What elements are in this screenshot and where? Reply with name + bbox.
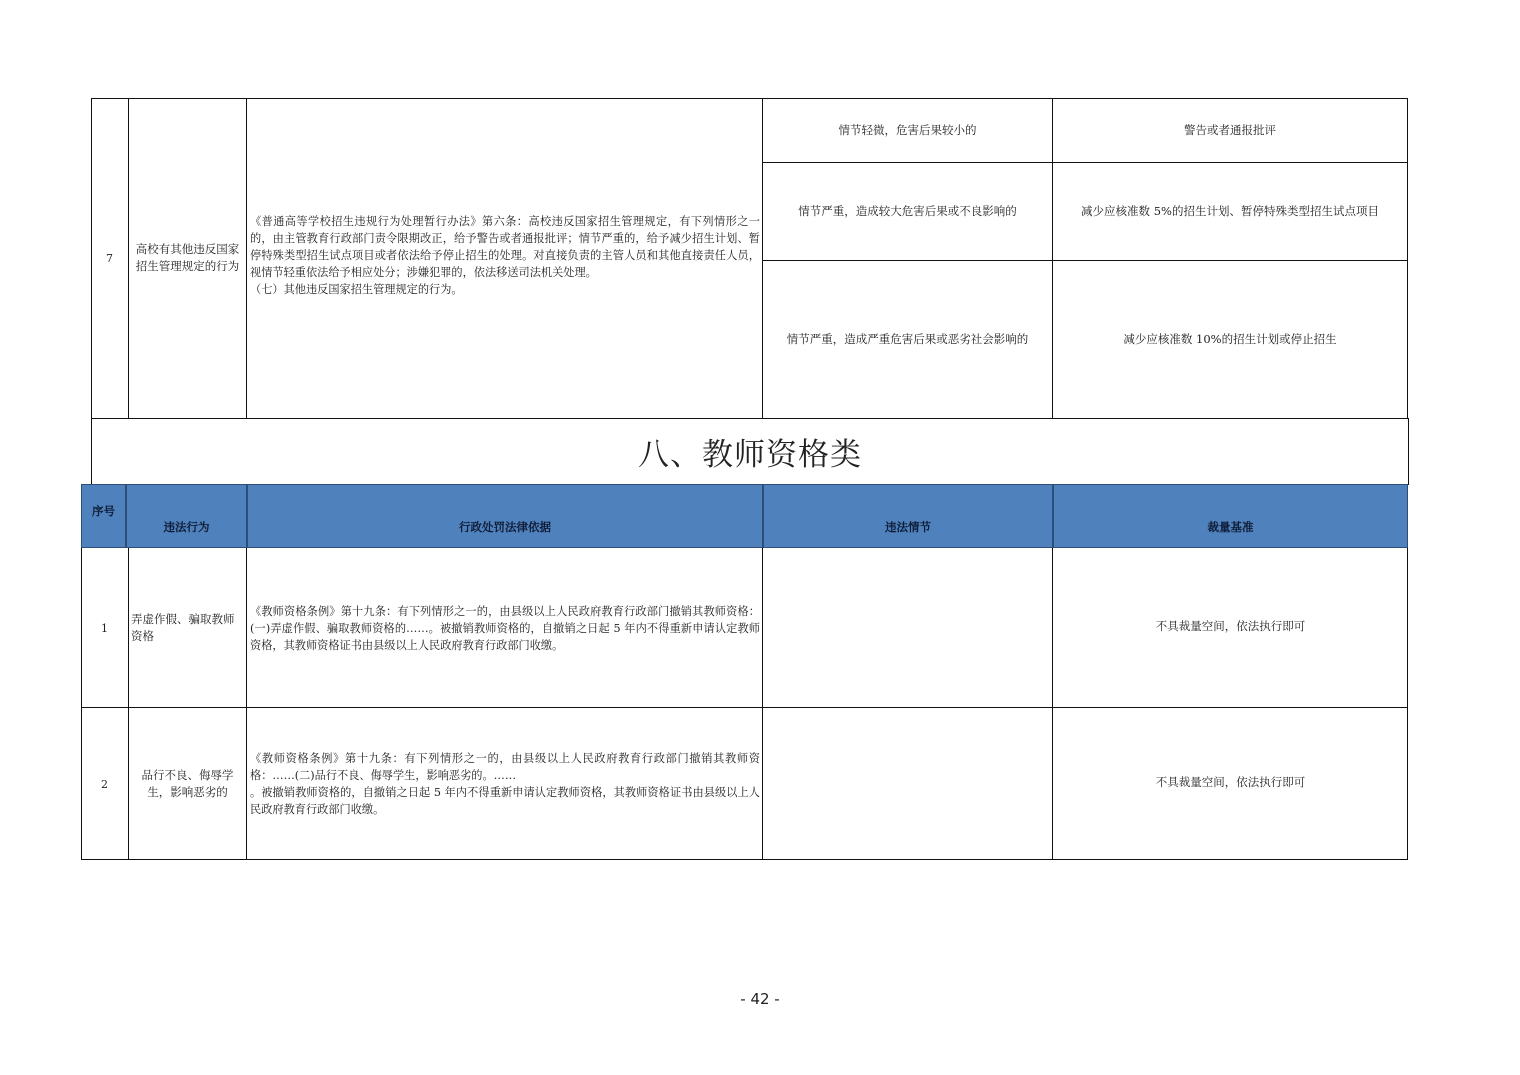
row2-law-cell	[247, 708, 763, 860]
row2-number: 2	[81, 708, 129, 860]
row1-number: 1	[81, 548, 129, 708]
row2-law-line1: 《教师资格条例》第十九条：有下列情形之一的，由县级以上人民政府教育行政部门撤销其教师资格：……(二)品行不良、侮辱学生，影响恶劣的。……	[250, 752, 760, 782]
section-title: 八、教师资格类	[91, 418, 1409, 485]
header-standard: 裁量基准	[1053, 484, 1408, 548]
row2-law	[247, 750, 762, 818]
top-standard-2: 减少应核准数 5%的招生计划、暂停特殊类型招生试点项目	[1053, 163, 1407, 261]
header-number: 序号	[81, 484, 126, 548]
top-row-law	[247, 213, 762, 298]
top-row-behavior	[129, 98, 247, 418]
row1-situation	[763, 548, 1053, 708]
top-situation-3: 情节严重，造成严重危害后果或恶劣社会影响的	[763, 261, 1053, 418]
top-row-law-text: 《普通高等学校招生违规行为处理暂行办法》第六条：高校违反国家招生管理规定，有下列情形之一的，由主管教育行政部门责令限期改正，给予警告或者通报批评；情节严重的，给予减少招生计划、暂停特殊类型招生试点项目或者依法给予停止招生的处理。对直接负责的主管人员和其他直接责任人员，视情节轻重依法给予相应处分；涉嫌犯罪的，依法移送司法机关处理。	[250, 214, 760, 279]
row1-behavior-text: 弄虚作假、骗取教师资格	[131, 612, 235, 643]
header-situation: 违法情节	[763, 484, 1053, 548]
row1-behavior	[129, 548, 247, 708]
page-number: - 42 -	[740, 990, 780, 1008]
row2-behavior	[129, 708, 247, 860]
row1-law: 《教师资格条例》第十九条：有下列情形之一的，由县级以上人民政府教育行政部门撤销其教师资格：(一)弄虚作假、骗取教师资格的……。被撤销教师资格的，自撤销之日起 5 年内不得重新申请认定教师资格，其教师资格证书由县级以上人民政府教育行政部门收缴。	[250, 604, 760, 652]
row2-situation	[763, 708, 1053, 860]
top-row-law-item: （七）其他违反国家招生管理规定的行为。	[250, 282, 463, 296]
row2-standard: 不具裁量空间，依法执行即可	[1155, 775, 1306, 789]
row2-law-line2: 。被撤销教师资格的，自撤销之日起 5 年内不得重新申请认定教师资格，其教师资格证书由县级以上人民政府教育行政部门收缴。	[250, 786, 760, 816]
top-situation-1: 情节轻微，危害后果较小的	[763, 98, 1053, 163]
top-row-law-cell	[247, 98, 763, 418]
row1-standard: 不具裁量空间，依法执行即可	[1155, 619, 1306, 633]
row2-behavior-text: 品行不良、侮辱学生，影响恶劣的	[141, 768, 234, 799]
top-standard-3: 减少应核准数 10%的招生计划或停止招生	[1123, 332, 1337, 346]
top-situation-2: 情节严重，造成较大危害后果或不良影响的	[763, 163, 1053, 261]
top-standard-1: 警告或者通报批评	[1053, 98, 1407, 163]
header-law: 行政处罚法律依据	[247, 484, 763, 548]
top-row-behavior-text: 高校有其他违反国家招生管理规定的行为	[135, 242, 240, 273]
top-row-number: 7	[91, 98, 129, 418]
row1-law-cell	[247, 548, 763, 708]
header-behavior: 违法行为	[126, 484, 247, 548]
